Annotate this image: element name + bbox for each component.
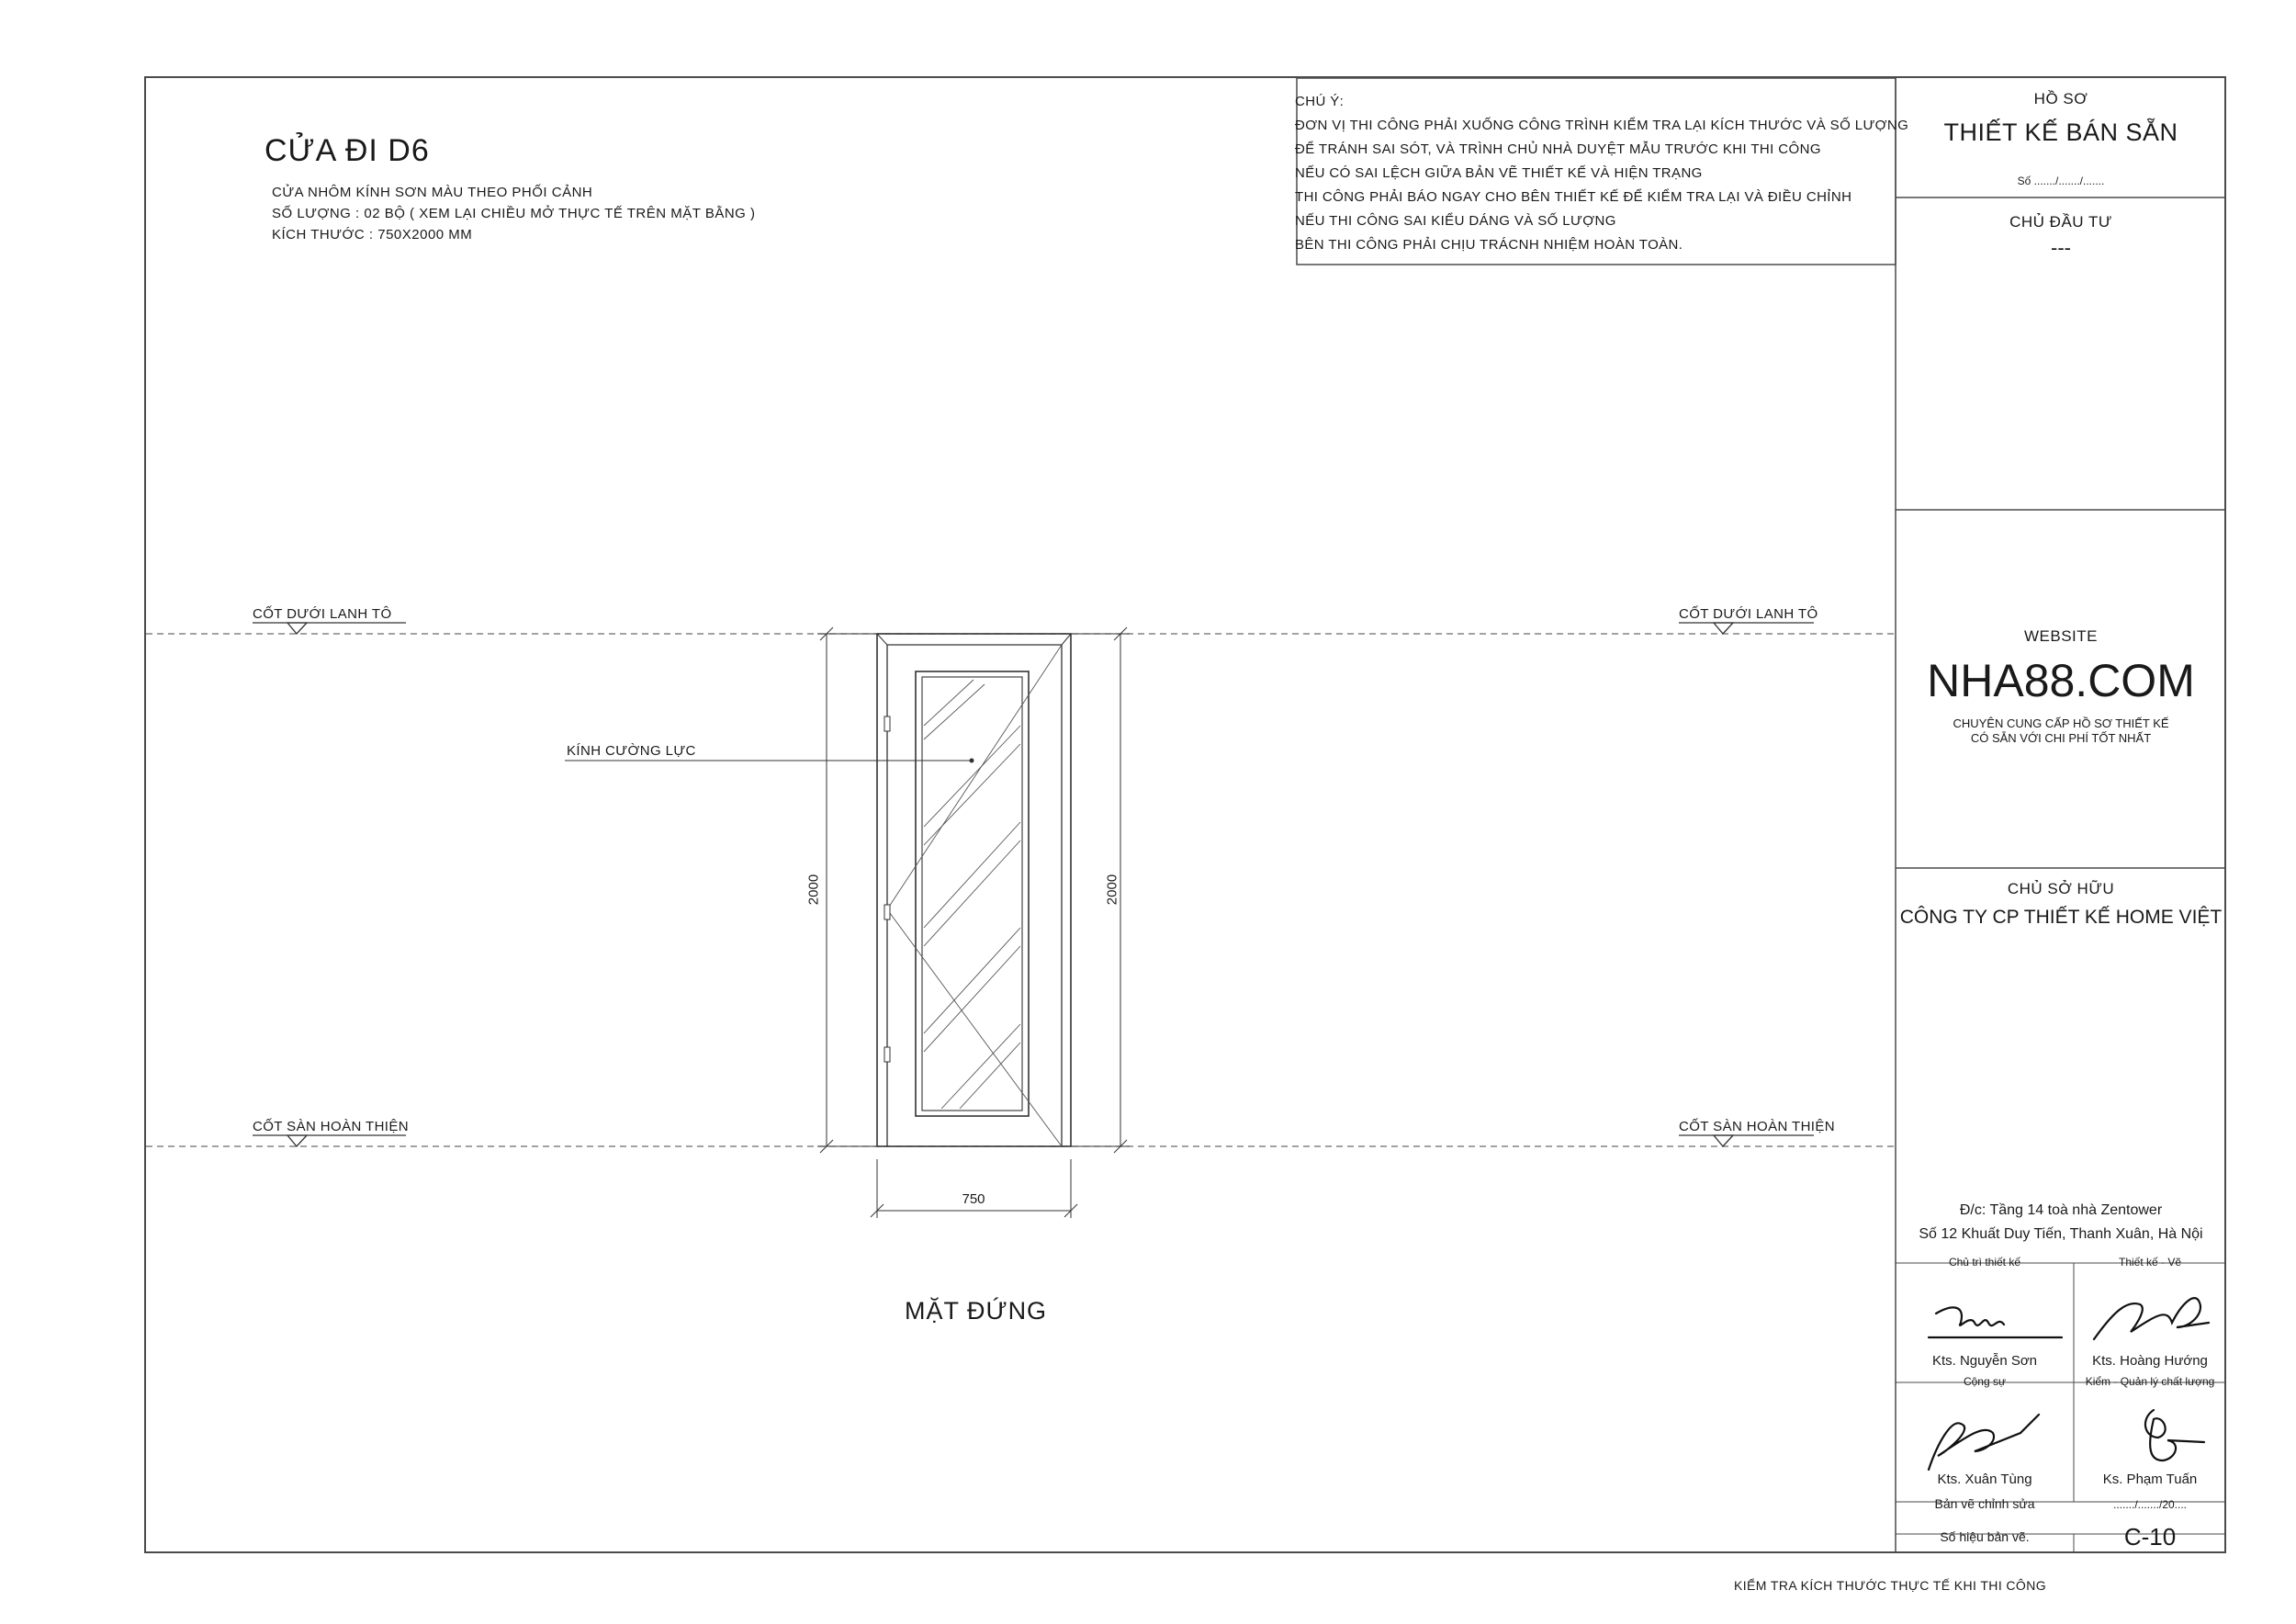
name-collaborator: Kts. Xuân Tùng [1937,1472,2032,1487]
website-value: NHA88.COM [1927,655,2195,706]
ho-so-value: THIẾT KẾ BÁN SẴN [1943,118,2178,146]
drawing-title: CỬA ĐI D6 [264,133,430,168]
view-label: MẶT ĐỨNG [905,1297,1048,1325]
sheet-number-value: C-10 [2123,1523,2177,1551]
spec-line-size: KÍCH THƯỚC : 750X2000 MM [272,227,473,242]
address-line-2: Số 12 Khuất Duy Tiến, Thanh Xuân, Hà Nội [1919,1226,2203,1242]
dimension-lines [817,627,1130,1218]
chu-so-huu-value: CÔNG TY CP THIẾT KẾ HOME VIỆT [1899,907,2223,928]
name-quality-control: Ks. Phạm Tuấn [2102,1472,2198,1487]
so-label: Số ......./......./....... [2017,175,2105,187]
website-label: WEBSITE [2023,627,2098,645]
sheet-number-label: Số hiệu bản vẽ. [1940,1529,2030,1544]
revision-label: Bản vẽ chỉnh sửa [1934,1496,2035,1511]
footer-note: KIỂM TRA KÍCH THƯỚC THỰC TẾ KHI THI CÔNG [1734,1578,2046,1593]
role-lead-designer: Chủ trì thiết kế [1948,1256,2021,1269]
level-label-floor-left: CỐT SÀN HOÀN THIỆN [253,1119,410,1134]
address-line-1: Đ/c: Tầng 14 toà nhà Zentower [1959,1202,2163,1218]
level-label-floor-right: CỐT SÀN HOÀN THIỆN [1679,1119,1836,1134]
notes-heading: CHÚ Ý: [1295,94,1345,109]
spec-line-material: CỬA NHÔM KÍNH SƠN MÀU THEO PHỐI CẢNH [272,185,593,200]
level-label-lintel-right: CỐT DƯỚI LANH TÔ [1679,606,1818,622]
note-line: ĐỂ TRÁNH SAI SÓT, VÀ TRÌNH CHỦ NHÀ DUYỆT MẪU TRƯỚC KHI THI CÔNG [1295,141,1821,157]
tagline-line-1: CHUYÊN CUNG CẤP HỒ SƠ THIẾT KẾ [1953,716,2169,730]
glass-label: KÍNH CƯỜNG LỰC [567,743,696,759]
role-quality-control: Kiểm - Quản lý chất lượng [2085,1375,2215,1388]
dimension-height-right: 2000 [1104,874,1120,906]
role-collaborator: Cộng sự [1963,1375,2007,1388]
role-designer-drafter: Thiết kế - Vẽ [2118,1256,2182,1269]
note-line: NẾU THI CÔNG SAI KIỂU DÁNG VÀ SỐ LƯỢNG [1295,213,1616,229]
chu-so-huu-label: CHỦ SỞ HỮU [2007,880,2115,897]
chu-dau-tu-value: --- [2051,236,2071,259]
dimension-width: 750 [962,1191,985,1207]
name-lead-designer: Kts. Nguyễn Sơn [1931,1353,2038,1369]
note-line: THI CÔNG PHẢI BÁO NGAY CHO BÊN THIẾT KẾ ĐỂ KIỂM TRA LẠI VÀ ĐIỀU CHỈNH [1295,189,1852,205]
ho-so-label: HỒ SƠ [2033,90,2088,107]
name-designer-drafter: Kts. Hoàng Hướng [2092,1353,2208,1369]
note-line: ĐƠN VỊ THI CÔNG PHẢI XUỐNG CÔNG TRÌNH KIỂM TRA LẠI KÍCH THƯỚC VÀ SỐ LƯỢNG [1295,118,1909,133]
glass-panel [887,645,1062,1146]
note-line: BÊN THI CÔNG PHẢI CHỊU TRÁCNH NHIỆM HOÀN TOÀN. [1295,237,1683,253]
note-line: NẾU CÓ SAI LỆCH GIỮA BẢN VẼ THIẾT KẾ VÀ HIỆN TRẠNG [1295,165,1703,181]
dimension-height-left: 2000 [805,874,822,906]
level-label-lintel-left: CỐT DƯỚI LANH TÔ [253,606,392,622]
revision-value: ......./......./20.... [2112,1498,2188,1511]
tagline-line-2: CÓ SẴN VỚI CHI PHÍ TỐT NHẤT [1970,731,2152,745]
spec-line-quantity: SỐ LƯỢNG : 02 BỘ ( XEM LẠI CHIỀU MỞ THỰC TẾ TRÊN MẶT BẰNG ) [272,206,756,221]
door-frame [877,634,1071,1146]
level-markers [253,623,1814,1146]
chu-dau-tu-label: CHỦ ĐẦU TƯ [2009,213,2112,231]
